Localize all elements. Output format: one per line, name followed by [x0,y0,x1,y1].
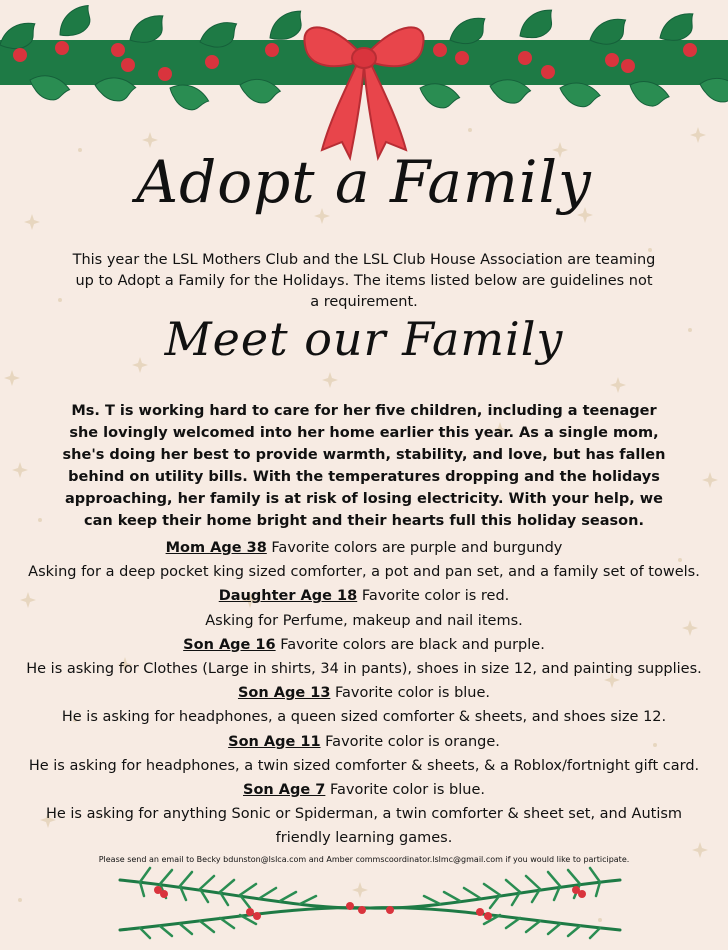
member-heading [0,536,728,560]
member-heading [0,584,728,608]
family-story: Ms. T is working hard to care for her five children, including a teenager she lovingly welcomed into her home earlier this year. As a single mom, she's doing her best to provide warmth, stability, and love, but has fallen behind on utility bills. With the temperatures dropping and the holidays approaching, her family is at risk of losing electricity. With your help, we can keep their home bright and their hearts full this holiday season. [62,403,666,529]
member-name: Son Age 11 [228,733,321,750]
member-name: Daughter Age 18 [218,588,358,605]
member-heading [0,778,728,802]
member-heading [0,681,728,705]
member-favorite: Favorite color is red. [357,588,510,605]
member-favorite: Favorite colors are black and purple. [275,636,545,653]
page-title: Adopt a Family [136,148,592,216]
intro-paragraph: This year the LSL Mothers Club and the LSL Club House Association are teaming up to Adopt a Family for the Holidays. The items listed below are guidelines not a requirement. [72,252,656,310]
contact-footer: Please send an email to Becky bdunston@lslca.com and Amber commscoordinator.lslmc@gmail.com if you would like to participate. [98,855,630,864]
pine-branch-icon [100,860,640,940]
member-name: Son Age 13 [237,685,331,702]
member-favorite: Favorite color is orange. [320,733,500,750]
member-ask: Asking for Perfume, makeup and nail items. [205,612,523,629]
member-heading [0,730,728,754]
member-favorite: Favorite color is blue. [325,782,485,799]
member-ask: He is asking for Clothes (Large in shirts, 34 in pants), shoes in size 12, and painting supplies. [26,661,702,678]
member-ask: He is asking for anything Sonic or Spiderman, a twin comforter & sheet set, and Autism friendly learning games. [45,806,683,847]
member-name: Mom Age 38 [165,540,267,556]
member-favorite: Favorite colors are purple and burgundy [266,540,563,556]
section-title: Meet our Family [164,312,564,366]
member-ask: Asking for a deep pocket king sized comforter, a pot and pan set, and a family set of towels. [28,564,700,581]
member-heading [0,633,728,657]
member-name: Son Age 7 [243,782,326,799]
member-ask: He is asking for headphones, a queen sized comforter & sheets, and shoes size 12. [61,709,667,726]
holly-garland-icon [0,0,728,170]
member-favorite: Favorite color is blue. [330,685,491,702]
member-ask: He is asking for headphones, a twin sized comforter & sheets, & a Roblox/fortnight gift card. [28,757,700,774]
family-members-list [0,536,728,851]
member-name: Son Age 16 [183,636,276,653]
